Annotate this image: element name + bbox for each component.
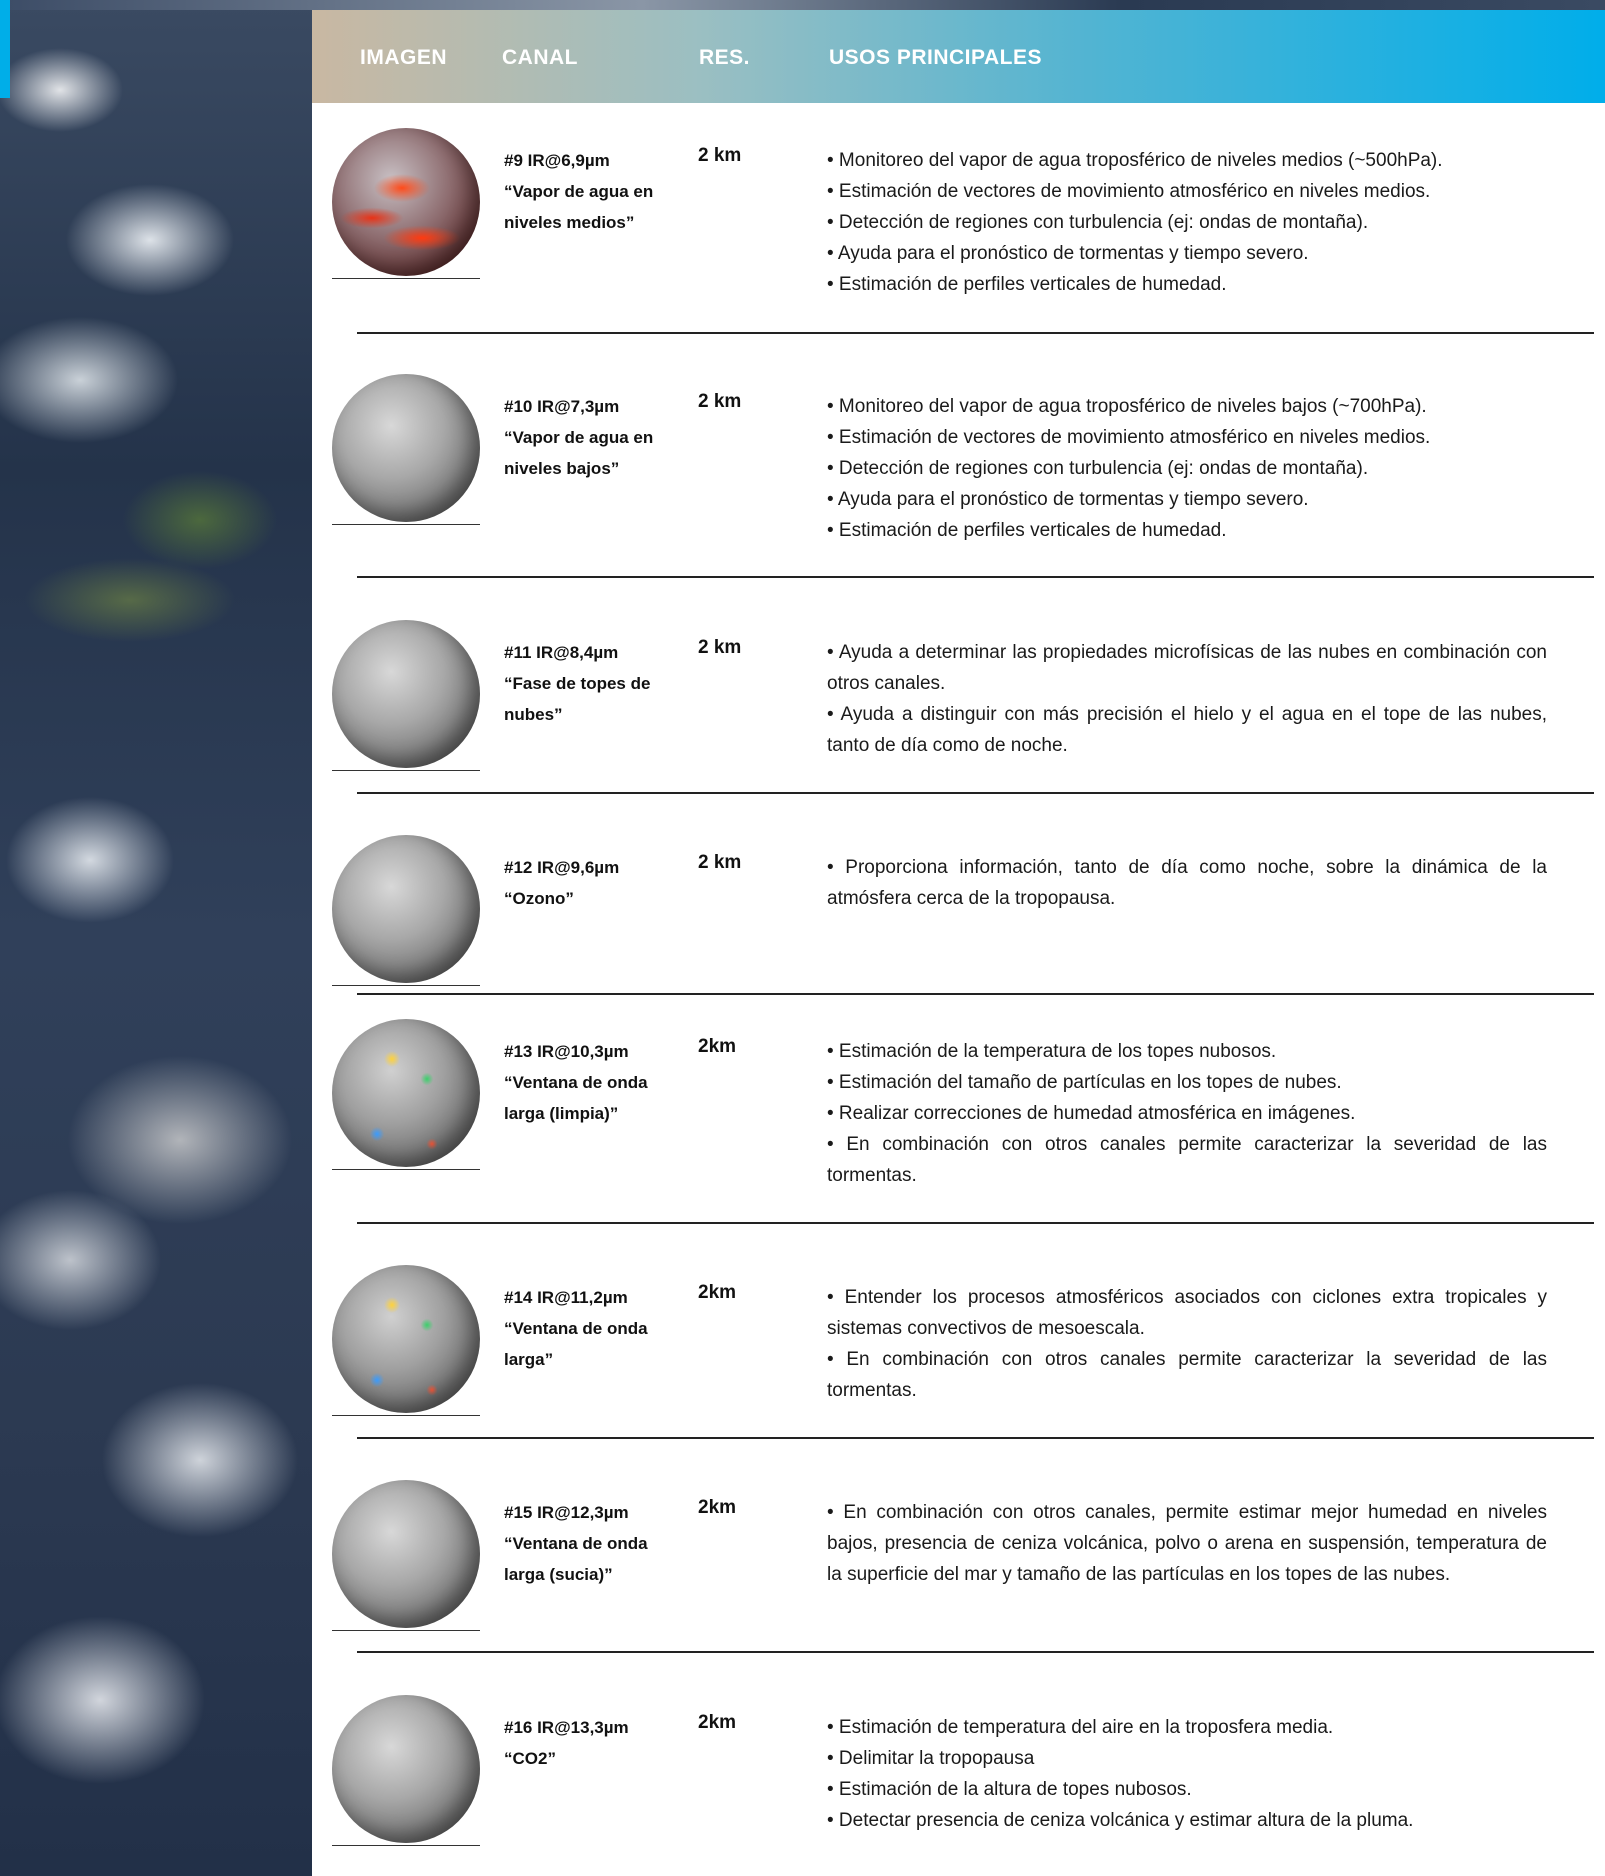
use-item: • Estimación del tamaño de partículas en los topes de nubes. bbox=[827, 1072, 1342, 1093]
divider bbox=[332, 770, 480, 771]
use-item: • Entender los procesos atmosféricos asociados con ciclones extra tropicales y sistemas convectivos de mesoescala. bbox=[827, 1287, 1547, 1339]
globe-image bbox=[332, 1480, 480, 1628]
use-item: • Estimación de la temperatura de los topes nubosos. bbox=[827, 1041, 1277, 1062]
use-item: • Detección de regiones con turbulencia (ej: ondas de montaña). bbox=[827, 458, 1369, 479]
globe-image bbox=[332, 620, 480, 768]
globe-image bbox=[332, 128, 480, 276]
divider bbox=[332, 1169, 480, 1170]
use-item: • Estimación de vectores de movimiento atmosférico en niveles medios. bbox=[827, 427, 1431, 448]
divider bbox=[332, 524, 480, 525]
header-imagen: IMAGEN bbox=[360, 46, 447, 69]
use-item: • En combinación con otros canales permite caracterizar la severidad de las tormentas. bbox=[827, 1134, 1547, 1186]
uses-cell bbox=[827, 1036, 1547, 1191]
channel-id: #15 IR@12,3µm bbox=[504, 1503, 629, 1522]
channel-name: “CO2” bbox=[504, 1749, 556, 1768]
channel-id: #9 IR@6,9µm bbox=[504, 151, 610, 170]
top-image-bar bbox=[0, 0, 1605, 10]
globe-image bbox=[332, 374, 480, 522]
use-item: • Proporciona información, tanto de día como noche, sobre la dinámica de la atmósfera cerca de la tropopausa. bbox=[827, 857, 1547, 909]
channel-cell bbox=[504, 1712, 679, 1774]
resolution: 2 km bbox=[698, 637, 742, 658]
use-item: • Estimación de vectores de movimiento atmosférico en niveles medios. bbox=[827, 181, 1431, 202]
satellite-image-strip bbox=[0, 0, 312, 1876]
resolution: 2 km bbox=[698, 145, 742, 166]
header-res: RES. bbox=[699, 46, 751, 69]
header-canal: CANAL bbox=[502, 46, 578, 69]
channel-cell bbox=[504, 637, 679, 730]
row-separator bbox=[357, 576, 1594, 578]
table-header bbox=[312, 10, 1605, 103]
use-item: • Monitoreo del vapor de agua troposférico de niveles bajos (~700hPa). bbox=[827, 396, 1427, 417]
use-item: • Delimitar la tropopausa bbox=[827, 1748, 1035, 1769]
globe-image bbox=[332, 835, 480, 983]
resolution: 2km bbox=[698, 1036, 737, 1057]
use-item: • Monitoreo del vapor de agua troposférico de niveles medios (~500hPa). bbox=[827, 150, 1443, 171]
channel-cell bbox=[504, 1282, 679, 1375]
uses-cell bbox=[827, 1712, 1547, 1836]
channel-id: #12 IR@9,6µm bbox=[504, 858, 620, 877]
channel-cell bbox=[504, 852, 679, 914]
use-item: • Ayuda a determinar las propiedades microfísicas de las nubes en combinación con otros canales. bbox=[827, 642, 1547, 694]
globe-image bbox=[332, 1695, 480, 1843]
resolution: 2km bbox=[698, 1282, 737, 1303]
uses-cell bbox=[827, 145, 1547, 300]
use-item: • Detectar presencia de ceniza volcánica y estimar altura de la pluma. bbox=[827, 1810, 1414, 1831]
channel-id: #11 IR@8,4µm bbox=[504, 643, 619, 662]
channel-name: “Vapor de agua en niveles medios” bbox=[504, 182, 654, 232]
channel-name: “Ventana de onda larga” bbox=[504, 1319, 648, 1369]
uses-cell bbox=[827, 1282, 1547, 1406]
uses-cell bbox=[827, 852, 1547, 914]
channel-id: #13 IR@10,3µm bbox=[504, 1042, 629, 1061]
row-separator bbox=[357, 993, 1594, 995]
channel-cell bbox=[504, 1036, 679, 1129]
channel-id: #10 IR@7,3µm bbox=[504, 397, 620, 416]
channel-name: “Ventana de onda larga (limpia)” bbox=[504, 1073, 648, 1123]
divider bbox=[332, 985, 480, 986]
row-separator bbox=[357, 1651, 1594, 1653]
divider bbox=[332, 1845, 480, 1846]
row-separator bbox=[357, 792, 1594, 794]
channel-id: #16 IR@13,3µm bbox=[504, 1718, 629, 1737]
use-item: • En combinación con otros canales, permite estimar mejor humedad en niveles bajos, presencia de ceniza volcánica, polvo o arena en suspensión, temperatura de la superficie del mar y tamaño de las partículas en los topes de las nubes. bbox=[827, 1502, 1547, 1585]
resolution: 2km bbox=[698, 1497, 737, 1518]
use-item: • Ayuda para el pronóstico de tormentas y tiempo severo. bbox=[827, 489, 1309, 510]
globe-image bbox=[332, 1019, 480, 1167]
row-separator bbox=[357, 1222, 1594, 1224]
resolution: 2km bbox=[698, 1712, 737, 1733]
channel-cell bbox=[504, 1497, 679, 1590]
header-usos: USOS PRINCIPALES bbox=[829, 46, 1042, 69]
channel-name: “Ventana de onda larga (sucia)” bbox=[504, 1534, 648, 1584]
use-item: • Estimación de perfiles verticales de humedad. bbox=[827, 274, 1227, 295]
use-item: • En combinación con otros canales permite caracterizar la severidad de las tormentas. bbox=[827, 1349, 1547, 1401]
use-item: • Ayuda para el pronóstico de tormentas y tiempo severo. bbox=[827, 243, 1309, 264]
resolution: 2 km bbox=[698, 852, 742, 873]
uses-cell bbox=[827, 637, 1547, 761]
use-item: • Estimación de perfiles verticales de humedad. bbox=[827, 520, 1227, 541]
row-separator bbox=[357, 332, 1594, 334]
channel-name: “Vapor de agua en niveles bajos” bbox=[504, 428, 654, 478]
accent-tab bbox=[0, 0, 10, 98]
channel-cell bbox=[504, 145, 679, 238]
channel-name: “Fase de topes de nubes” bbox=[504, 674, 651, 724]
use-item: • Ayuda a distinguir con más precisión el hielo y el agua en el tope de las nubes, tanto de día como de noche. bbox=[827, 704, 1547, 756]
resolution: 2 km bbox=[698, 391, 742, 412]
channel-name: “Ozono” bbox=[504, 889, 574, 908]
channel-cell bbox=[504, 391, 679, 484]
channel-table bbox=[312, 10, 1605, 1876]
use-item: • Detección de regiones con turbulencia (ej: ondas de montaña). bbox=[827, 212, 1369, 233]
divider bbox=[332, 1415, 480, 1416]
row-separator bbox=[357, 1437, 1594, 1439]
use-item: • Realizar correcciones de humedad atmosférica en imágenes. bbox=[827, 1103, 1356, 1124]
channel-id: #14 IR@11,2µm bbox=[504, 1288, 628, 1307]
uses-cell bbox=[827, 1497, 1547, 1590]
use-item: • Estimación de temperatura del aire en la troposfera media. bbox=[827, 1717, 1334, 1738]
uses-cell bbox=[827, 391, 1547, 546]
divider bbox=[332, 1630, 480, 1631]
globe-image bbox=[332, 1265, 480, 1413]
use-item: • Estimación de la altura de topes nubosos. bbox=[827, 1779, 1192, 1800]
divider bbox=[332, 278, 480, 279]
